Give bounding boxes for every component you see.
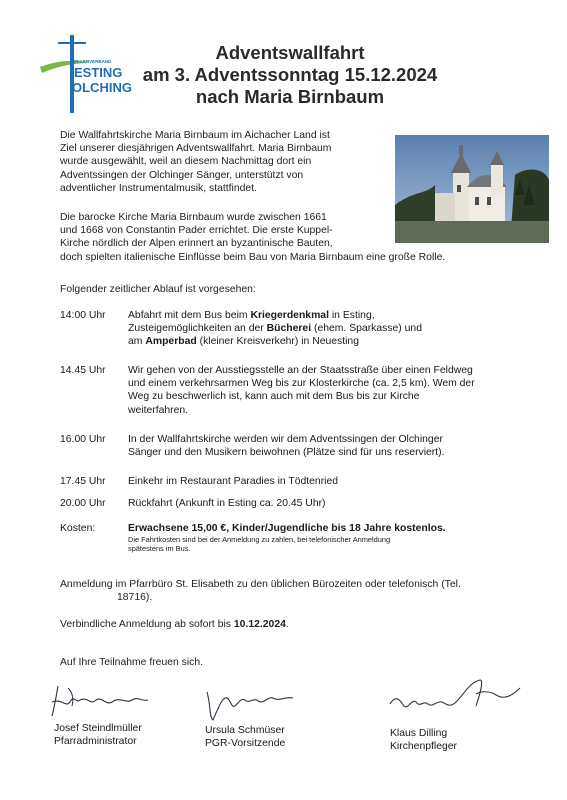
schedule-lead: Folgender zeitlicher Ablauf ist vorgesehen: bbox=[60, 284, 256, 295]
parish-logo bbox=[38, 33, 132, 115]
schedule-time: 14.45 Uhr bbox=[60, 365, 106, 376]
registration-info bbox=[60, 578, 530, 604]
title-line-3: nach Maria Birnbaum bbox=[195, 86, 385, 107]
handwritten-signature bbox=[201, 676, 331, 726]
costs-note: spätestens im Bus. bbox=[128, 544, 191, 554]
schedule-time: 16.00 Uhr bbox=[60, 434, 106, 445]
schedule-description: Abfahrt mit dem Bus beim Kriegerdenkmal in Esting, Zusteigemöglichkeiten an der Bücherei (ehem. Sparkasse) und am Amperbad (kleiner Kreisverkehr) in Neuesting bbox=[128, 310, 422, 348]
handwritten-signature bbox=[48, 678, 178, 722]
text-line: 18716). bbox=[117, 592, 153, 604]
logo-text-3: OLCHING bbox=[72, 80, 132, 95]
costs-label: Kosten: bbox=[60, 523, 96, 534]
signature-block bbox=[205, 682, 335, 752]
schedule-time: 14:00 Uhr bbox=[60, 310, 106, 321]
schedule-time: 17.45 Uhr bbox=[60, 476, 106, 487]
signer-role: Kirchenpfleger bbox=[390, 741, 458, 752]
signer-name: Klaus Dilling bbox=[390, 728, 448, 739]
text-line: Kirche nördlich der Alpen erinnert an byzantinische Bauten, bbox=[60, 238, 333, 250]
signer-name: Josef Steindlmüller bbox=[54, 723, 142, 734]
signature-block bbox=[54, 682, 184, 752]
text-line: Die Wallfahrtskirche Maria Birnbaum im Aichacher Land ist bbox=[60, 130, 330, 141]
schedule-time: 20.00 Uhr bbox=[60, 498, 106, 509]
logo-text-2: ESTING bbox=[74, 65, 123, 80]
text-line: und 1668 von Constantin Pader errichtet. Die erste Kuppel- bbox=[60, 225, 333, 237]
schedule-description: Wir gehen von der Ausstiegsstelle an der Staatsstraße über einen Feldweg und einem verkehrsarmen Weg bis zur Klosterkirche (ca. 2,5 km). Wem der Weg zu beschwerlich ist, kann auch mit dem Bus bis zur Kirche weiterfahren. bbox=[128, 365, 475, 416]
schedule-description: Einkehr im Restaurant Paradies in Tödtenried bbox=[128, 476, 339, 487]
schedule-description: In der Wallfahrtskirche werden wir dem Adventssingen der Olchinger Sänger und den Musikern beiwohnen (Plätze sind für uns reserviert). bbox=[128, 434, 445, 459]
title-line-2: am 3. Adventssonntag 15.12.2024 bbox=[142, 64, 438, 85]
registration-deadline: Verbindliche Anmeldung ab sofort bis 10.12.2024. bbox=[60, 619, 289, 630]
signature-block bbox=[380, 682, 530, 762]
costs-main: Erwachsene 15,00 €, Kinder/Jugendliche bis 18 Jahre kostenlos. bbox=[128, 523, 446, 534]
closing-text: Auf Ihre Teilnahme freuen sich. bbox=[60, 657, 204, 668]
title-line-1: Adventswallfahrt bbox=[215, 42, 365, 63]
text-line: Die barocke Kirche Maria Birnbaum wurde zwischen 1661 bbox=[60, 212, 327, 223]
text-line: adventlicher Instrumentalmusik, stattfindet. bbox=[60, 182, 257, 194]
signer-role: Pfarradministrator bbox=[54, 736, 137, 747]
signer-name: Ursula Schmüser bbox=[205, 725, 285, 736]
costs-details bbox=[128, 522, 524, 553]
page-title bbox=[125, 42, 455, 108]
intro-paragraph-2 bbox=[60, 211, 530, 264]
text-line: doch spielten italienische Einflüsse beim Bau von Maria Birnbaum eine große Rolle. bbox=[60, 251, 446, 263]
signer-role: PGR-Vorsitzende bbox=[205, 738, 286, 749]
text-line: Ziel unserer diesjährigen Adventswallfahrt. Maria Birnbaum bbox=[60, 143, 332, 155]
logo-text-1: PFARRVERBAND bbox=[74, 59, 112, 64]
schedule-description: Rückfahrt (Ankunft in Esting ca. 20.45 Uhr) bbox=[128, 498, 326, 509]
text-line: Anmeldung im Pfarrbüro St. Elisabeth zu den üblichen Bürozeiten oder telefonisch (Tel. bbox=[60, 579, 461, 590]
intro-paragraph-1 bbox=[60, 129, 390, 195]
text-line: wurde ausgewählt, weil an diesem Nachmittag dort ein bbox=[60, 156, 312, 168]
costs-note: Die Fahrtkosten sind bei der Anmeldung zu zahlen, bei telefonischer Anmeldung bbox=[128, 535, 391, 545]
text-line: Adventssingen der Olchinger Sänger, unterstützt von bbox=[60, 169, 304, 181]
handwritten-signature bbox=[380, 674, 530, 724]
